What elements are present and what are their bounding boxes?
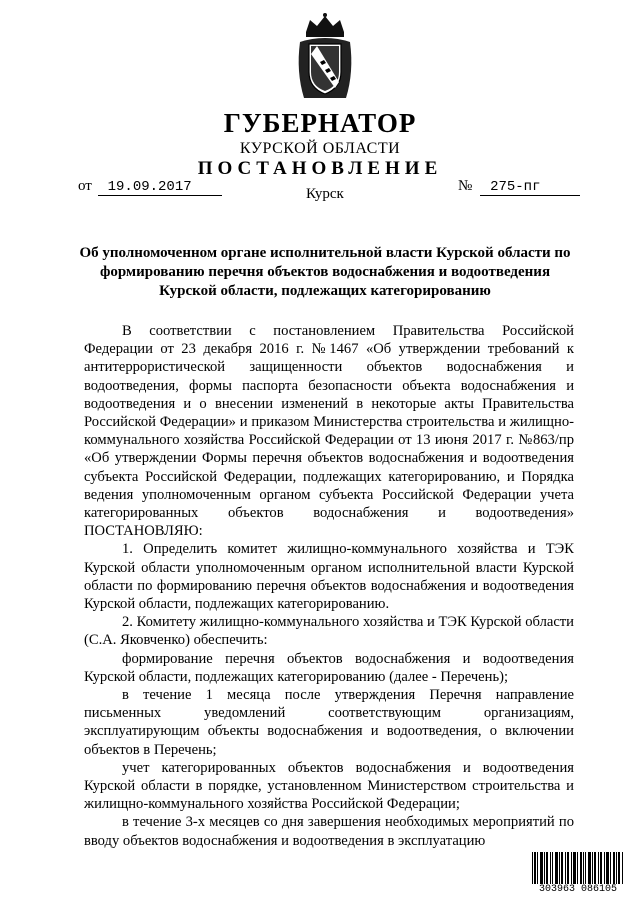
document-body <box>84 322 574 850</box>
paragraph: в течение 1 месяца после утверждения Перечня направление письменных уведомлений соответствующим организациям, эксплуатирующим объекты водоснабжения и водоотведения, о включении объектов в Перечень; <box>84 687 574 758</box>
paragraph: В соответствии с постановлением Правительства Российской Федерации от 23 декабря 2016 г. №1467 «Об утверждении требований к антитеррористической защищенности объектов водоснабжения и водоотведения, формы паспорта безопасности объекта водоснабжения и водоотведения и о внесении изменений в некоторые акты Правительства Российской Федерации» и приказом Министерства строительства и жилищно-коммунального хозяйства Российской Федерации от 13 июня 2017 г. №863/пр «Об утверждении Формы перечня объектов водоснабжения и водоотведения субъекта Российской Федерации, подлежащих категорированию, и Порядка ведения уполномоченным органом субъекта Российской Федерации учета категорированных объектов водоснабжения и водоотведения» ПОСТАНОВЛЯЮ: <box>84 323 574 540</box>
number-value: 275-пг <box>480 179 580 196</box>
coat-of-arms-kursk-icon <box>292 12 358 104</box>
paragraph: 2. Комитету жилищно-коммунального хозяйства и ТЭК Курской области (С.А. Яковченко) обеспечить: <box>84 614 574 649</box>
document-title: Об уполномоченном органе исполнительной власти Курской области по формированию перечня объектов водоснабжения и водоотведения Курской области, подлежащих категорированию <box>79 245 571 299</box>
paragraph: в течение 3-х месяцев со дня завершения необходимых мероприятий по вводу объектов водоснабжения и водоотведения в эксплуатацию <box>84 814 574 849</box>
paragraph: учет категорированных объектов водоснабжения и водоотведения Курской области в порядке, установленном Министерством строительства и жилищно-коммунального хозяйства Российской Федерации; <box>84 759 574 813</box>
number-label: № <box>458 178 473 194</box>
document-type: ПОСТАНОВЛЕНИЕ <box>197 158 443 179</box>
paragraph: формирование перечня объектов водоснабжения и водоотведения Курской области, подлежащих категорированию (далее - Перечень); <box>84 650 574 685</box>
date-value: 19.09.2017 <box>98 179 222 196</box>
issuer-title: ГУБЕРНАТОР <box>223 108 417 138</box>
region-name: КУРСКОЙ ОБЛАСТИ <box>239 140 401 157</box>
barcode-number: 303963 086105 <box>530 884 626 895</box>
date-label: от <box>78 178 92 194</box>
paragraph: 1. Определить комитет жилищно-коммунального хозяйства и ТЭК Курской области уполномоченным органом исполнительной власти Курской области по формированию перечня объектов водоснабжения и водоотведения Курской области, подлежащих категорированию. <box>84 541 574 613</box>
date-field <box>78 178 222 196</box>
number-field <box>458 178 580 196</box>
city: Курск <box>306 186 344 202</box>
